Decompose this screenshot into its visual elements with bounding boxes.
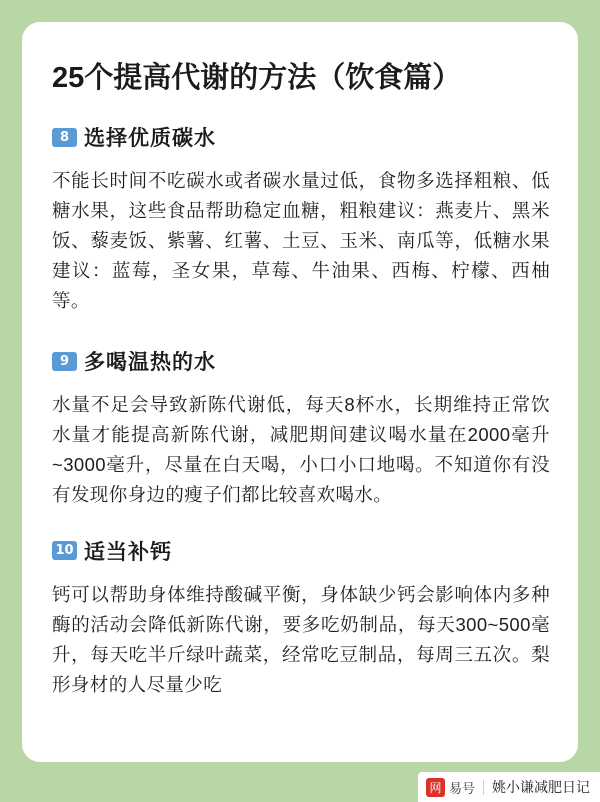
section-10-text: 钙可以帮助身体维持酸碱平衡，身体缺少钙会影响体内多种酶的活动会降低新陈代谢，要多吃奶制品，每天300~500毫升，每天吃半斤绿叶蔬菜，经常吃豆制品，每周三五次。梨形身材的人尽量少吃 [52,583,550,695]
footer [0,762,600,802]
page-title: 25个提高代谢的方法（饮食篇） [52,62,462,94]
author-name: 姚小谦减肥日记 [492,779,590,795]
section-9-title: 多喝温热的水 [84,351,216,375]
section-10 [50,536,550,700]
platform-name: 易号 [448,780,475,796]
section-8 [50,122,550,316]
section-9-header [52,346,550,376]
section-10-title: 适当补钙 [84,540,172,564]
section-9 [50,346,550,510]
section-8-title: 选择优质碳水 [84,127,216,151]
section-8-header [52,122,550,152]
section-9-text: 水量不足会导致新陈代谢低，每天8杯水，长期维持正常饮水量才能提高新陈代谢，减肥期间建议喝水量在2000毫升~3000毫升，尽量在白天喝，小口小口地喝。不知道你有没有发现你身边的瘦子们都比较喜欢喝水。 [52,394,550,505]
footer-attribution-bar [418,772,600,802]
section-10-header [52,536,550,566]
content-card [22,22,578,762]
section-number-badge: 10 [52,541,77,560]
divider [483,780,484,795]
netease-logo-icon: 网 [426,778,445,797]
section-8-text: 不能长时间不吃碳水或者碳水量过低，食物多选择粗粮、低糖水果，这些食品帮助稳定血糖，粗粮建议：燕麦片、黑米饭、藜麦饭、紫薯、红薯、土豆、玉米、南瓜等，低糖水果建议：蓝莓，圣女果，草莓、牛油果、西梅、柠檬、西柚等。 [52,170,550,312]
section-number-badge: 9 [52,352,77,371]
section-number-badge: 8 [52,128,77,147]
